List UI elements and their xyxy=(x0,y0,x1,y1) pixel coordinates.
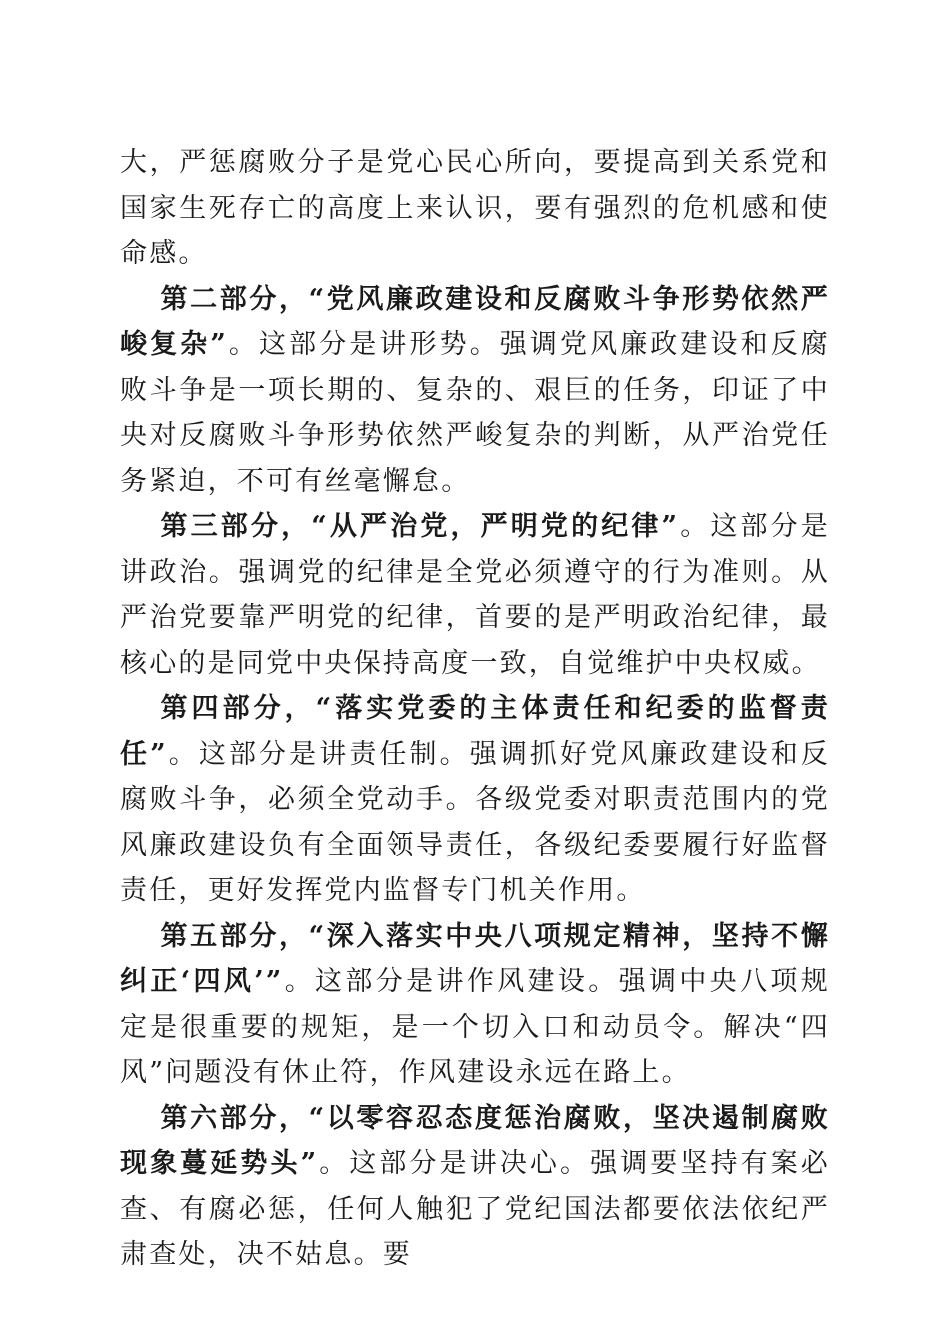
paragraph-part-five xyxy=(120,914,830,1096)
paragraph-lead: 第二部分，“党风廉政建设和反腐败斗争形势依然严峻复杂” xyxy=(120,283,830,360)
paragraph-part-two xyxy=(120,277,830,505)
document-body xyxy=(120,140,830,1278)
paragraph-text: 。这部分是讲政治。强调党的纪律是全党必须遵守的行为准则。从严治党要靠严明党的纪律，首要的是严明政治纪律，最核心的是同党中央保持高度一致，自觉维护中央权威。 xyxy=(120,511,830,679)
paragraph-text: 。这部分是讲形势。强调党风廉政建设和反腐败斗争是一项长期的、复杂的、艰巨的任务，印证了中央对反腐败斗争形势依然严峻复杂的判断，从严治党任务紧迫，不可有丝毫懈怠。 xyxy=(120,329,830,497)
paragraph-lead: 第五部分，“深入落实中央八项规定精神，坚持不懈纠正‘四风’” xyxy=(120,920,830,997)
paragraph-part-four xyxy=(120,686,830,914)
paragraph-text: 。这部分是讲作风建设。强调中央八项规定是很重要的规矩，是一个切入口和动员令。解决“四风”问题没有休止符，作风建设永远在路上。 xyxy=(120,966,830,1088)
paragraph-part-six xyxy=(120,1096,830,1278)
paragraph-text: 。这部分是讲责任制。强调抓好党风廉政建设和反腐败斗争，必须全党动手。各级党委对职责范围内的党风廉政建设负有全面领导责任，各级纪委要履行好监督责任，更好发挥党内监督专门机关作用。 xyxy=(120,738,831,906)
paragraph-text: 大，严惩腐败分子是党心民心所向，要提高到关系党和国家生死存亡的高度上来认识，要有强烈的危机感和使命感。 xyxy=(120,147,830,269)
paragraph-lead: 第六部分，“以零容忍态度惩治腐败，坚决遏制腐败现象蔓延势头” xyxy=(120,1102,830,1179)
paragraph-text: 。这部分是讲决心。强调要坚持有案必查、有腐必惩，任何人触犯了党纪国法都要依法依纪严肃查处，决不姑息。要 xyxy=(120,1148,830,1270)
paragraph-lead: 第四部分，“落实党委的主体责任和纪委的监督责任” xyxy=(120,693,830,770)
paragraph-continuation xyxy=(120,140,830,277)
paragraph-part-three xyxy=(120,504,830,686)
paragraph-lead: 第三部分，“从严治党，严明党的纪律” xyxy=(160,511,680,542)
